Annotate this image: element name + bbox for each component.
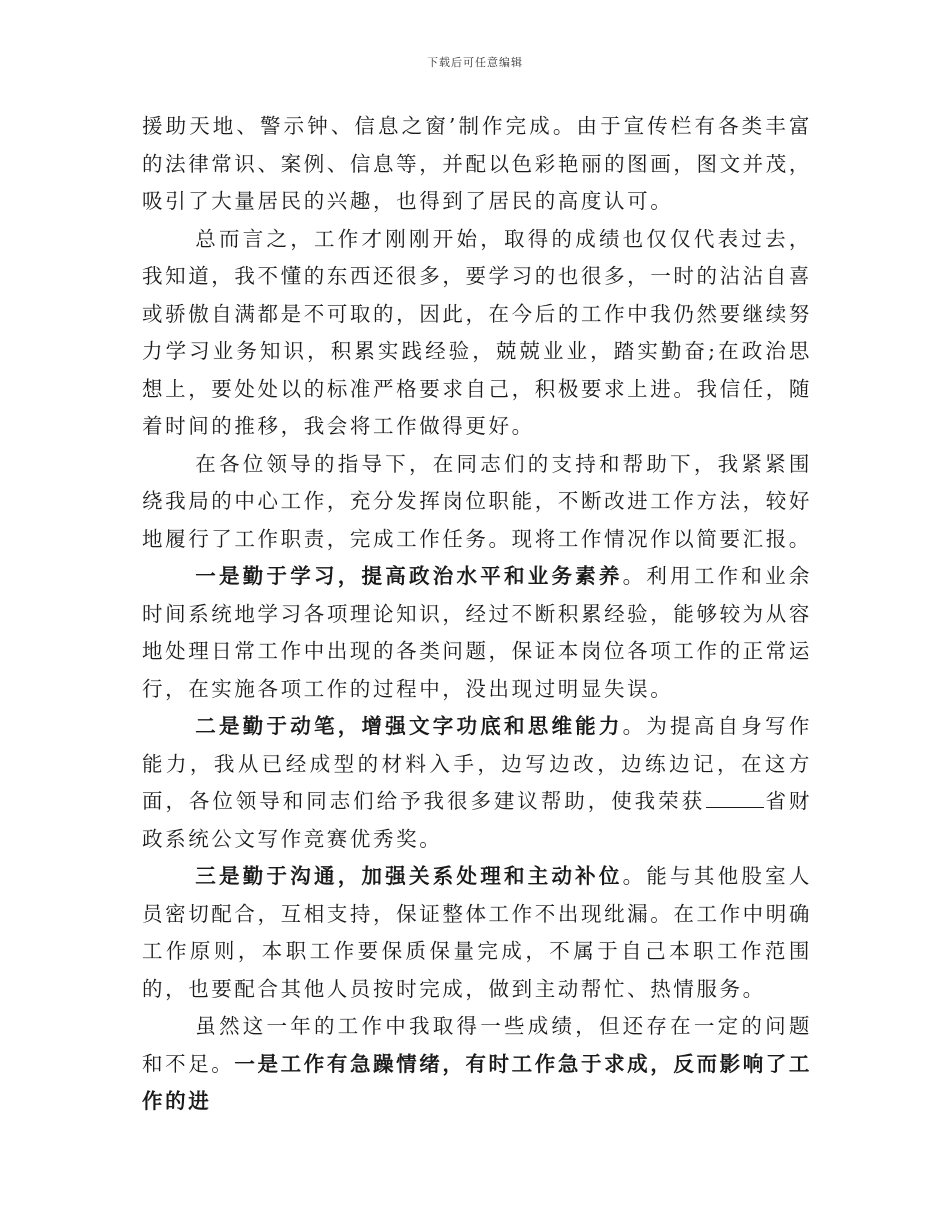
paragraph-6	[142, 858, 812, 1008]
document-body	[142, 108, 812, 1121]
paragraph-7	[142, 1008, 812, 1121]
paragraph-5	[142, 708, 812, 858]
paragraph-6-heading: 三是勤于沟通，加强关系处理和主动补位	[195, 864, 623, 888]
paragraph-5-heading: 二是勤于动笔，增强文字功底和思维能力	[195, 714, 623, 738]
paragraph-5-text-a: 。为提高自身写作能力，我从已经成型的材料入手，边写边改，边练边记，在这方面，各位领导和同志们给予我很多建议帮助，使我荣获	[142, 714, 812, 813]
page-header-note: 下载后可任意编辑	[427, 56, 523, 69]
paragraph-6-text: 。能与其他股室人员密切配合，互相支持，保证整体工作不出现纰漏。在工作中明确工作原则，本职工作要保质保量完成，不属于自己本职工作范围的，也要配合其他人员按时完成，做到主动帮忙、热情服务。	[142, 864, 812, 1001]
paragraph-4-text: 。利用工作和业余时间系统地学习各项理论知识，经过不断积累经验，能够较为从容地处理日常工作中出现的各类问题，保证本岗位各项工作的正常运行，在实施各项工作的过程中，没出现过明显失误。	[142, 564, 812, 701]
fill-in-blank	[706, 787, 764, 808]
paragraph-3: 在各位领导的指导下，在同志们的支持和帮助下，我紧紧围绕我局的中心工作，充分发挥岗位职能，不断改进工作方法，较好地履行了工作职责，完成工作任务。现将工作情况作以简要汇报。	[142, 451, 812, 551]
paragraph-5-text-b: 省财政系统公文写作竞赛优秀奖。	[142, 789, 813, 851]
paragraph-7-text: 虽然这一年的工作中我取得一些成绩，但还存在一定的问题和不足。	[142, 1014, 812, 1076]
paragraph-4	[142, 558, 812, 708]
paragraph-1: 援助天地、警示钟、信息之窗’制作完成。由于宣传栏有各类丰富的法律常识、案例、信息等，并配以色彩艳丽的图画，图文并茂，吸引了大量居民的兴趣，也得到了居民的高度认可。	[142, 114, 812, 213]
paragraph-7-heading: 一是工作有急躁情绪，有时工作急于求成，反而影响了工作的进	[142, 1051, 813, 1113]
paragraph-4-heading: 一是勤于学习，提高政治水平和业务素养	[195, 564, 623, 588]
paragraph-2: 总而言之，工作才刚刚开始，取得的成绩也仅仅代表过去，我知道，我不懂的东西还很多，要学习的也很多，一时的沾沾自喜或骄傲自满都是不可取的，因此，在今后的工作中我仍然要继续努力学习业务知识，积累实践经验，兢兢业业，踏实勤奋;在政治思想上，要处处以的标准严格要求自己，积极要求上进。我信任，随着时间的推移，我会将工作做得更好。	[142, 226, 812, 438]
